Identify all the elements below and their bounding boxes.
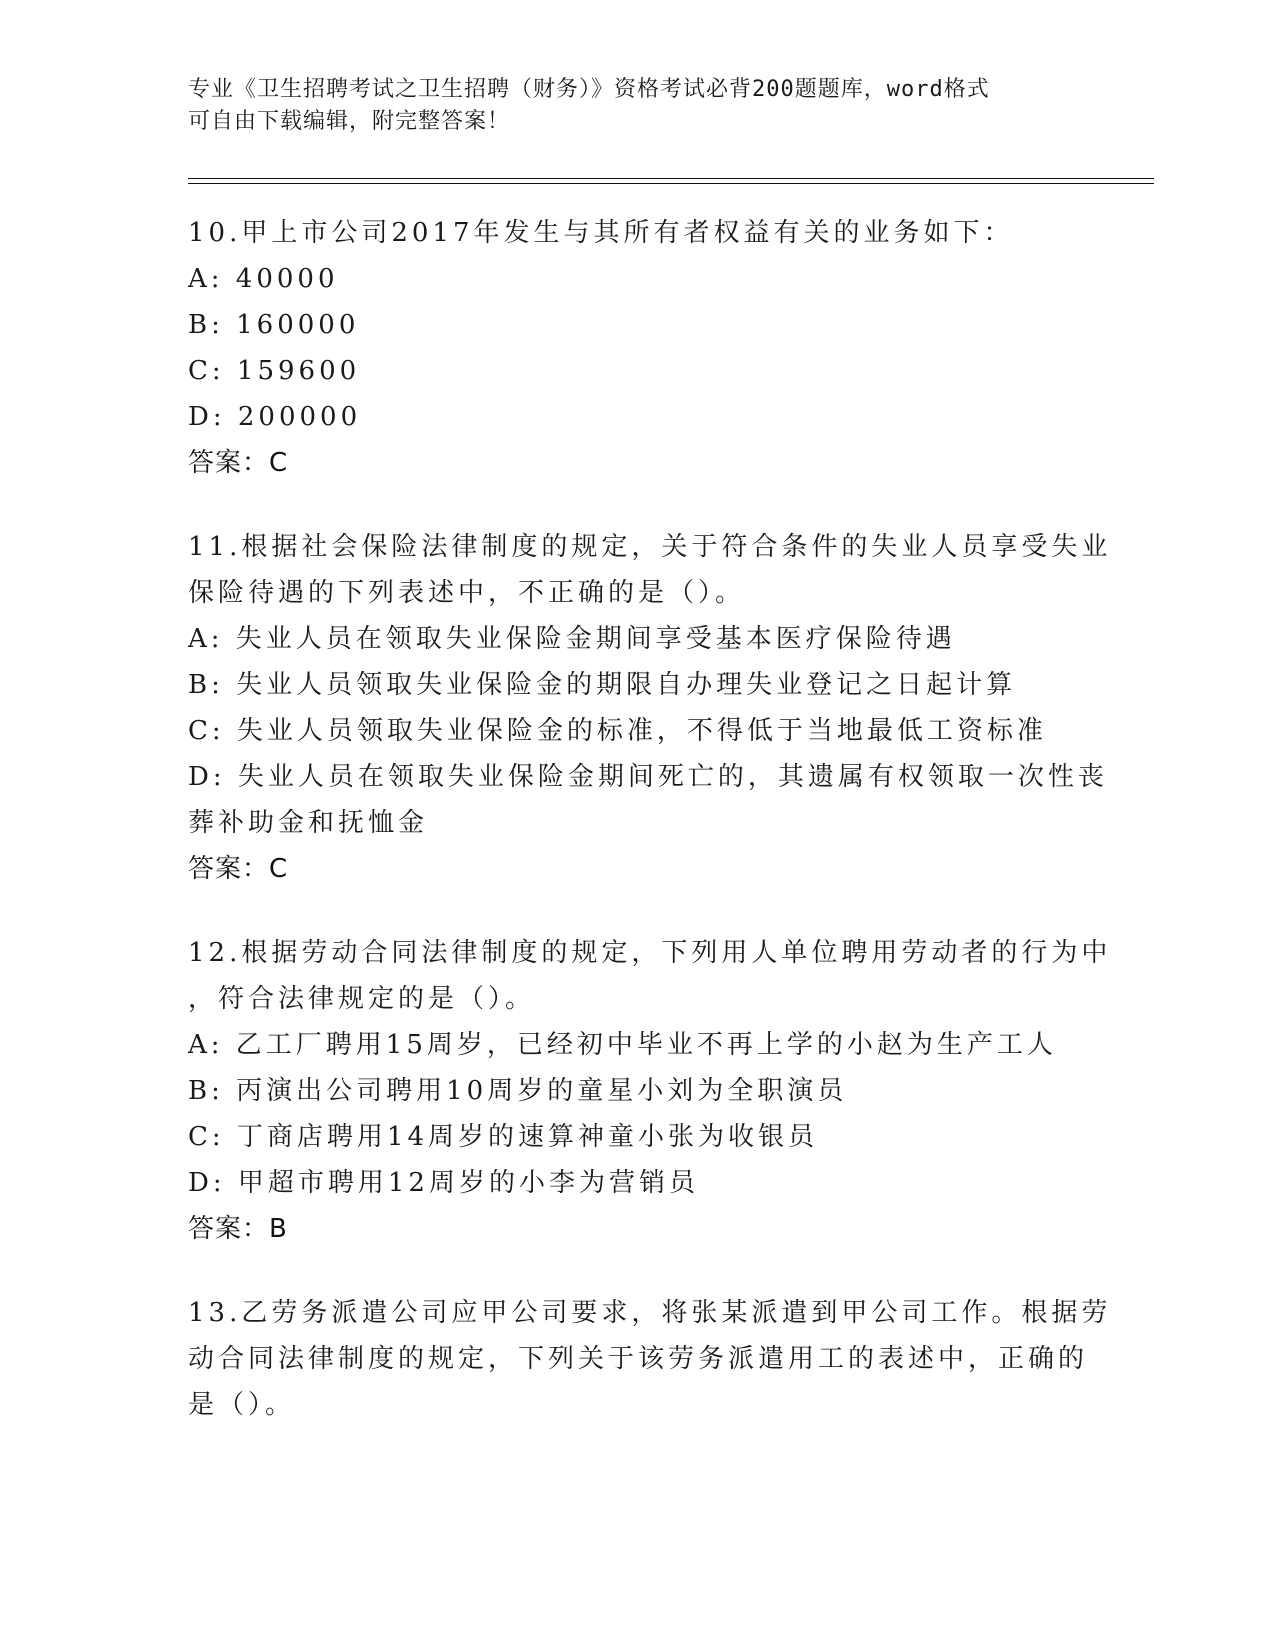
question-stem-line: 11.根据社会保险法律制度的规定，关于符合条件的失业人员享受失业 bbox=[188, 532, 1112, 562]
option-b: B: 丙演出公司聘用10周岁的童星小刘为全职演员 bbox=[188, 1076, 848, 1106]
document-header bbox=[188, 74, 1088, 138]
answer-line: 答案：C bbox=[188, 448, 289, 478]
question-stem-line: 10.甲上市公司2017年发生与其所有者权益有关的业务如下： bbox=[188, 218, 1014, 248]
question-stem-line: 12.根据劳动合同法律制度的规定，下列用人单位聘用劳动者的行为中 bbox=[188, 938, 1112, 968]
question-stem-line: 保险待遇的下列表述中，不正确的是（）。 bbox=[188, 578, 746, 608]
option-a: A: 乙工厂聘用15周岁，已经初中毕业不再上学的小赵为生产工人 bbox=[188, 1030, 1057, 1060]
option-c: C: 失业人员领取失业保险金的标准，不得低于当地最低工资标准 bbox=[188, 716, 1047, 746]
option-c: C: 丁商店聘用14周岁的速算神童小张为收银员 bbox=[188, 1122, 819, 1152]
question-stem-line: 动合同法律制度的规定，下列关于该劳务派遣用工的表述中，正确的 bbox=[188, 1344, 1089, 1374]
question-13 bbox=[188, 1290, 1112, 1428]
question-stem-line: 是（）。 bbox=[188, 1390, 296, 1420]
question-stem-line: 13.乙劳务派遣公司应甲公司要求，将张某派遣到甲公司工作。根据劳 bbox=[188, 1298, 1112, 1328]
option-b: B: 160000 bbox=[188, 310, 360, 340]
answer-line: 答案：C bbox=[188, 854, 289, 884]
header-line-1: 专业《卫生招聘考试之卫生招聘（财务）》资格考试必背200题题库，word格式 bbox=[188, 77, 990, 102]
option-b: B: 失业人员领取失业保险金的期限自办理失业登记之日起计算 bbox=[188, 670, 1017, 700]
question-stem-line: ，符合法律规定的是（）。 bbox=[188, 984, 536, 1014]
option-a: A: 40000 bbox=[188, 264, 339, 294]
option-a: A: 失业人员在领取失业保险金期间享受基本医疗保险待遇 bbox=[188, 624, 956, 654]
option-d-continued: 葬补助金和抚恤金 bbox=[188, 808, 429, 838]
answer-line: 答案：B bbox=[188, 1214, 288, 1244]
header-line-2: 可自由下载编辑，附完整答案！ bbox=[188, 109, 511, 134]
option-d: D: 甲超市聘用12周岁的小李为营销员 bbox=[188, 1168, 699, 1198]
question-10 bbox=[188, 210, 1088, 486]
question-11 bbox=[188, 524, 1112, 892]
option-c: C: 159600 bbox=[188, 356, 361, 386]
header-divider-bottom bbox=[188, 183, 1154, 184]
option-d: D: 失业人员在领取失业保险金期间死亡的，其遗属有权领取一次性丧 bbox=[188, 762, 1108, 792]
header-divider-top bbox=[188, 178, 1154, 179]
question-12 bbox=[188, 930, 1112, 1252]
option-d: D: 200000 bbox=[188, 402, 362, 432]
question-list bbox=[188, 210, 1112, 1466]
